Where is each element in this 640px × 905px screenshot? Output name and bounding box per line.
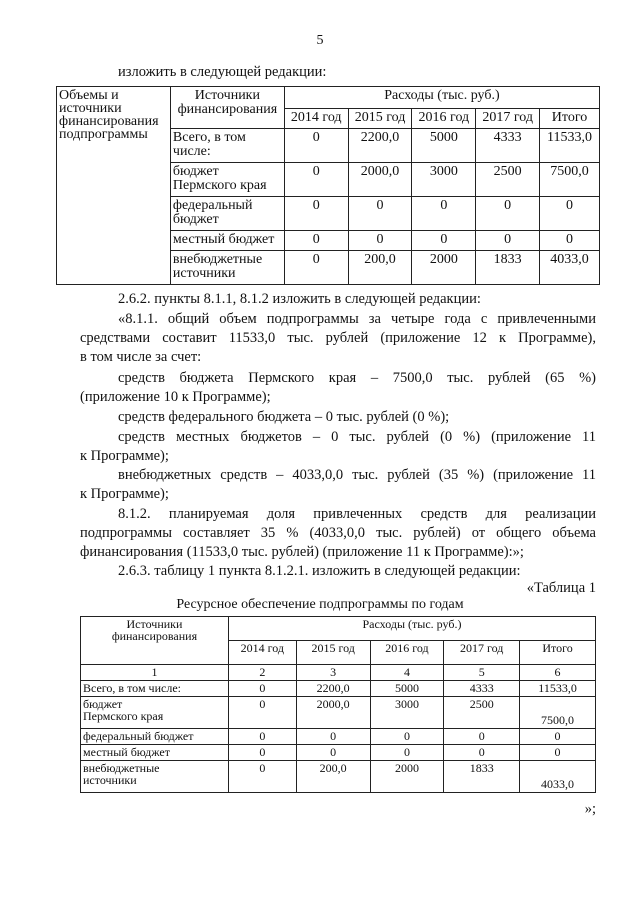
table2-year: 2015 год: [296, 641, 370, 665]
paragraph-8-1-1-line2: средствами составит 11533,0 тыс. рублей (приложение 12 к Программе),: [80, 330, 596, 346]
table1-row-label: местный бюджет: [170, 231, 284, 251]
table2-cell: 0: [228, 680, 296, 696]
table1-cell: 5000: [412, 129, 476, 163]
table2-cell: 200,0: [296, 760, 370, 792]
table1-cell: 2500: [476, 163, 540, 197]
table2-cell: 7500,0: [520, 696, 596, 728]
table1-rowhead: Объемы и источники финансирования подпрограммы: [57, 87, 171, 285]
table1-cell: 3000: [412, 163, 476, 197]
table1-cell: 0: [412, 197, 476, 231]
table2-cell: 0: [228, 696, 296, 728]
table2-source-header: Источники финансирования: [81, 617, 229, 665]
resource-table: [80, 616, 596, 793]
table2-cell: 2500: [444, 696, 520, 728]
paragraph-8-1-1-line1: «8.1.1. общий объем подпрограммы за четыре года с привлеченными: [118, 311, 596, 327]
table1-cell: 4333: [476, 129, 540, 163]
paragraph-8-1-2-line1: 8.1.2. планируемая доля привлеченных средств для реализации: [118, 506, 596, 522]
table2-colnum: 4: [370, 665, 444, 681]
table1-cell: 11533,0: [540, 129, 600, 163]
table2-cell: 11533,0: [520, 680, 596, 696]
table1-cell: 0: [476, 231, 540, 251]
table2-year: 2017 год: [444, 641, 520, 665]
table2-row-label: Всего, в том числе:: [81, 680, 229, 696]
table1-cell: 0: [540, 231, 600, 251]
table1-cell: 0: [284, 251, 348, 285]
table1-year: 2016 год: [412, 109, 476, 129]
table2-year: 2014 год: [228, 641, 296, 665]
table1-cell: 0: [284, 197, 348, 231]
paragraph-8-1-1-line3: в том числе за счет:: [80, 349, 202, 365]
table2-row-label: федеральный бюджет: [81, 728, 229, 744]
table2-cell: 0: [520, 744, 596, 760]
table2-cell: 0: [228, 760, 296, 792]
table1-cell: 0: [348, 197, 412, 231]
table1-cell: 2000: [412, 251, 476, 285]
table1-year: 2014 год: [284, 109, 348, 129]
table2-colnum: 5: [444, 665, 520, 681]
table2-cell: 3000: [370, 696, 444, 728]
page-number: 5: [316, 33, 324, 48]
table2-cell: 0: [370, 744, 444, 760]
table2-cell: 0: [370, 728, 444, 744]
table1-row-label: внебюджетные источники: [170, 251, 284, 285]
table1-cell: 0: [284, 231, 348, 251]
table2-cell: 0: [444, 744, 520, 760]
table1-cell: 0: [348, 231, 412, 251]
table1-cell: 2200,0: [348, 129, 412, 163]
table1-year: Итого: [540, 109, 600, 129]
paragraph-2-6-2: 2.6.2. пункты 8.1.1, 8.1.2 изложить в следующей редакции:: [118, 291, 481, 307]
table2-cell: 0: [296, 744, 370, 760]
table2-colnum: 1: [81, 665, 229, 681]
paragraph-8-1-2-line2: подпрограммы составляет 35 % (4033,0,0 тыс. рублей) от общего объема: [80, 525, 596, 541]
table2-cell: 0: [444, 728, 520, 744]
table2-row-label: внебюджетные источники: [81, 760, 229, 792]
paragraph-local-line1: средств местных бюджетов – 0 тыс. рублей (0 %) (приложение 11: [118, 429, 596, 445]
table1-expenses-header: Расходы (тыс. руб.): [284, 87, 599, 109]
table1-cell: 0: [284, 129, 348, 163]
table2-cell: 1833: [444, 760, 520, 792]
table1-cell: 4033,0: [540, 251, 600, 285]
table2-cell: 0: [228, 728, 296, 744]
table1-cell: 7500,0: [540, 163, 600, 197]
table2-cell: 4033,0: [520, 760, 596, 792]
table2-expenses-header: Расходы (тыс. руб.): [228, 617, 595, 641]
paragraph-8-1-2-line3: финансирования (11533,0 тыс. рублей) (приложение 11 к Программе):»;: [80, 544, 524, 560]
table2-colnum: 6: [520, 665, 596, 681]
table1-row-label: федеральный бюджет: [170, 197, 284, 231]
table1-cell: 0: [540, 197, 600, 231]
table2-cell: 2000,0: [296, 696, 370, 728]
table2-cell: 2200,0: [296, 680, 370, 696]
table1-cell: 0: [412, 231, 476, 251]
table2-cell: 0: [228, 744, 296, 760]
table2-colnum: 3: [296, 665, 370, 681]
closing-quote: »;: [584, 801, 596, 817]
financing-table: [56, 86, 600, 285]
table1-cell: 0: [476, 197, 540, 231]
intro-text: изложить в следующей редакции:: [118, 64, 327, 80]
table-label: «Таблица 1: [526, 580, 596, 596]
table2-row-label: бюджет Пермского края: [81, 696, 229, 728]
table2-cell: 5000: [370, 680, 444, 696]
table1-cell: 1833: [476, 251, 540, 285]
table1-row-label: бюджет Пермского края: [170, 163, 284, 197]
table2-cell: 4333: [444, 680, 520, 696]
table1-source-header: Источники финансирования: [170, 87, 284, 129]
table1-row-label: Всего, в том числе:: [170, 129, 284, 163]
table2-row-label: местный бюджет: [81, 744, 229, 760]
paragraph-local-line2: к Программе);: [80, 448, 169, 464]
table2-caption: Ресурсное обеспечение подпрограммы по годам: [176, 597, 464, 612]
table2-year: 2016 год: [370, 641, 444, 665]
table1-year: 2015 год: [348, 109, 412, 129]
paragraph-2-6-3: 2.6.3. таблицу 1 пункта 8.1.2.1. изложить в следующей редакции:: [118, 563, 521, 579]
paragraph-extrabudget-line1: внебюджетных средств – 4033,0,0 тыс. рублей (35 %) (приложение 11: [118, 467, 596, 483]
table2-cell: 0: [296, 728, 370, 744]
table1-cell: 2000,0: [348, 163, 412, 197]
table2-cell: 2000: [370, 760, 444, 792]
table2-colnum: 2: [228, 665, 296, 681]
paragraph-extrabudget-line2: к Программе);: [80, 486, 169, 502]
table1-cell: 0: [284, 163, 348, 197]
table1-cell: 200,0: [348, 251, 412, 285]
table2-year: Итого: [520, 641, 596, 665]
table1-year: 2017 год: [476, 109, 540, 129]
paragraph-federal: средств федерального бюджета – 0 тыс. рублей (0 %);: [118, 409, 450, 425]
paragraph-regional-line1: средств бюджета Пермского края – 7500,0 тыс. рублей (65 %): [118, 370, 596, 386]
table2-cell: 0: [520, 728, 596, 744]
paragraph-regional-line2: (приложение 10 к Программе);: [80, 389, 271, 405]
